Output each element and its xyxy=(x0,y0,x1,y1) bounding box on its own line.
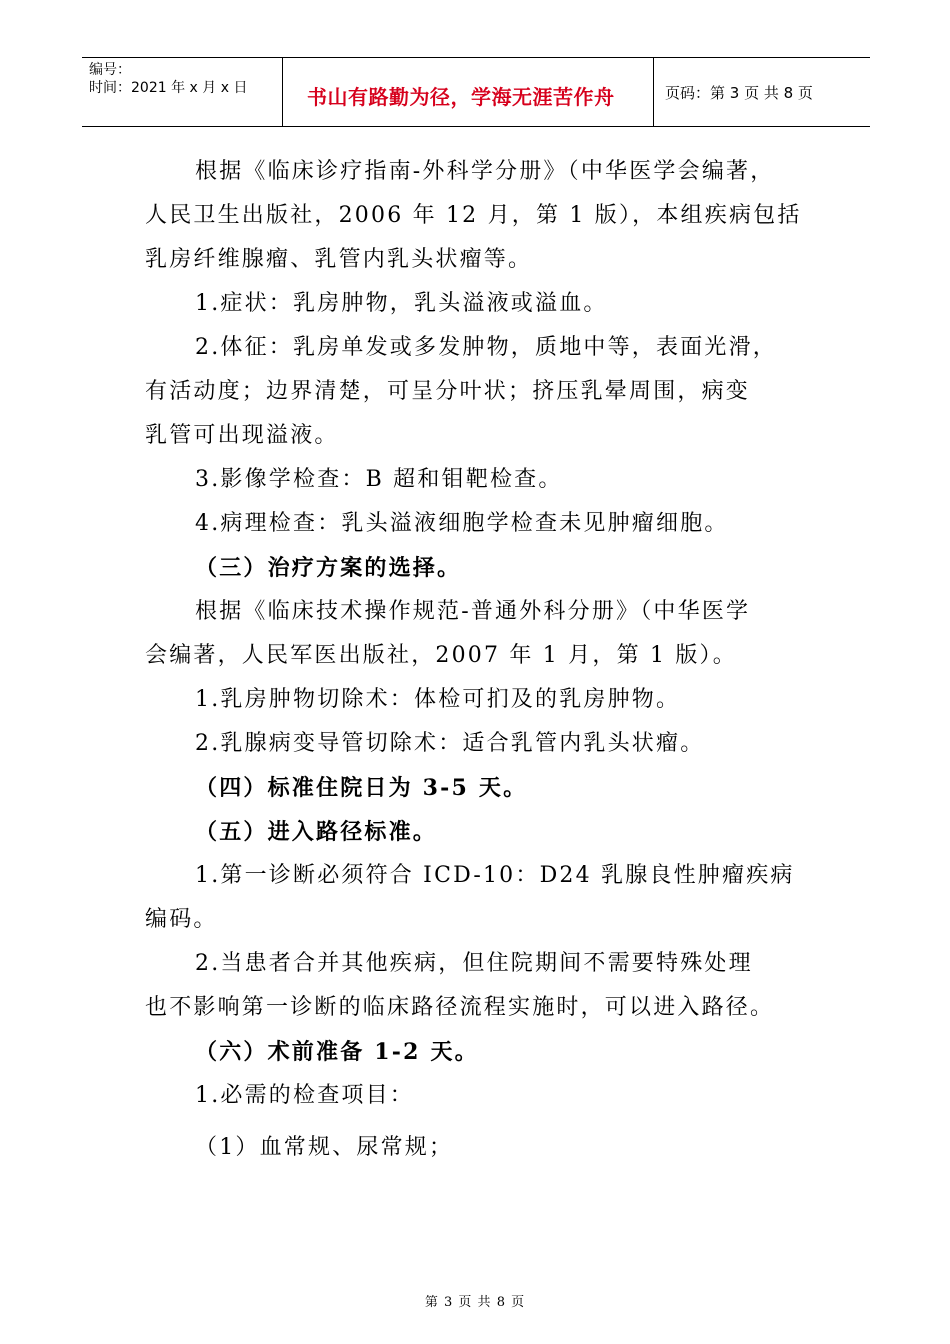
section-heading: （五）进入路径标准。 xyxy=(195,819,438,845)
document-body xyxy=(145,150,805,1170)
page-footer: 第 3 页 共 8 页 xyxy=(424,1295,526,1310)
section-heading: （六）术前准备 1-2 天。 xyxy=(195,1039,479,1065)
paragraph-line: 1.乳房肿物切除术：体检可扪及的乳房肿物。 xyxy=(195,687,681,712)
document-date: 时间：2021 年 x 月 x 日 xyxy=(89,80,248,96)
paragraph-line: 1.必需的检查项目： xyxy=(195,1083,414,1108)
paragraph-line: 有活动度；边界清楚，可呈分叶状；挤压乳晕周围，病变 xyxy=(145,379,751,404)
section-heading: （四）标准住院日为 3-5 天。 xyxy=(195,775,528,801)
paragraph-line: 会编著，人民军医出版社，2007 年 1 月，第 1 版）。 xyxy=(145,643,737,668)
header-page-info: 页码：第 3 页 共 8 页 xyxy=(665,84,813,102)
paragraph-line: （1）血常规、尿常规； xyxy=(195,1135,454,1160)
paragraph-line: 3.影像学检查：B 超和钼靶检查。 xyxy=(195,467,563,492)
paragraph-line: 乳房纤维腺瘤、乳管内乳头状瘤等。 xyxy=(145,247,533,272)
paragraph-line: 编码。 xyxy=(145,907,218,932)
header-motto: 书山有路勤为径，学海无涯苦作舟 xyxy=(307,85,615,109)
paragraph-line: 1.第一诊断必须符合 ICD-10：D24 乳腺良性肿瘤疾病 xyxy=(195,863,795,888)
header-meta xyxy=(82,58,282,126)
section-heading: （三）治疗方案的选择。 xyxy=(195,555,462,581)
header-motto-cell xyxy=(282,58,654,126)
paragraph-line: 2.乳腺病变导管切除术：适合乳管内乳头状瘤。 xyxy=(195,731,705,756)
document-header xyxy=(82,57,870,127)
paragraph-line: 根据《临床技术操作规范-普通外科分册》（中华医学 xyxy=(195,599,751,624)
paragraph-line: 根据《临床诊疗指南-外科学分册》（中华医学会编著， xyxy=(195,159,775,184)
paragraph-line: 也不影响第一诊断的临床路径流程实施时，可以进入路径。 xyxy=(145,995,775,1020)
paragraph-line: 2.当患者合并其他疾病，但住院期间不需要特殊处理 xyxy=(195,951,753,976)
paragraph-line: 2.体征：乳房单发或多发肿物，质地中等，表面光滑， xyxy=(195,335,777,360)
paragraph-line: 1.症状：乳房肿物，乳头溢液或溢血。 xyxy=(195,291,608,316)
paragraph-line: 4.病理检查：乳头溢液细胞学检查未见肿瘤细胞。 xyxy=(195,511,729,536)
paragraph-line: 乳管可出现溢液。 xyxy=(145,423,339,448)
document-number-label: 编号： xyxy=(89,62,131,78)
header-page-cell xyxy=(653,58,870,126)
paragraph-line: 人民卫生出版社，2006 年 12 月，第 1 版），本组疾病包括 xyxy=(145,203,802,228)
